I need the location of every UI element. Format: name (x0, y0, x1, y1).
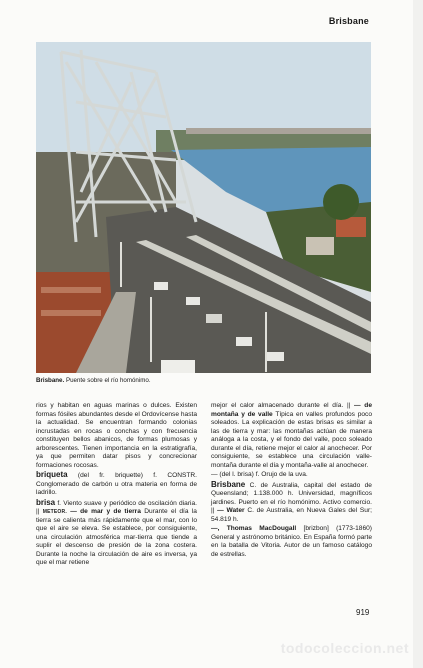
subentry-macdougall: —, Thomas MacDougall (211, 525, 297, 532)
entry-continuation: rios y habitan en aguas marinas o dulces. Existen formas fósiles abundantes desde el Ordovícense hasta la actualidad. Se encuentran formando colonias incrustadas en rocas o conchas y con frecuencia constituyen bellos abanicos, de formas plumosas y arborescentes. Tienen importancia en la estratigrafía, ya que permiten datar pisos y concrecionar formaciones rocosas. (36, 402, 197, 469)
domain-tag: METEOR. (42, 509, 67, 515)
page-edge (413, 0, 423, 668)
bridge-photo (36, 42, 371, 373)
house (336, 217, 366, 237)
definition-water: C. de Australia, en Nueva Gales del Sur; 54.819 h. (211, 507, 372, 523)
definition-brisa: f. Viento suave y periódico de oscilación diaria. || (36, 499, 197, 515)
entry-macdougall (211, 525, 372, 559)
definition-mar-tierra: Durante el día la tierra se calienta más rápidamente que el mar, con lo que el aire se eleva. Se establece, por consiguiente, una circulación atmosférica mar-tierra que tiende a suplir el descenso de presión de la zona costera. Durante la noche la circulación de aire es inversa, ya que el mar retiene (36, 508, 197, 566)
entry-brisa (36, 499, 197, 568)
far-city (186, 128, 371, 134)
brick-detail (41, 287, 101, 293)
entry-brisa-orujo: — (del l. brisa) f. Orujo de la uva. (211, 471, 308, 478)
running-head: Brisbane (328, 16, 369, 26)
subentry-montana-valle: — de montaña y de valle (211, 402, 372, 418)
house (306, 237, 334, 255)
definition-macdougall: [brizbon] (1773-1860) General y astrónomo británico. En España formó parte en la batalla de Vitoria. Autor de un famoso catálogo de estrellas. (211, 525, 372, 558)
entry-briqueta (36, 471, 197, 498)
definition-briqueta: (del fr. briquette) f. CONSTR. Conglomerado de carbón u otra materia en forma de ladrillo. (36, 472, 197, 496)
caption-term: Brisbane. (36, 377, 65, 384)
car (206, 314, 222, 323)
page-number: 919 (356, 608, 370, 617)
right-column (211, 402, 372, 560)
car (186, 297, 200, 305)
subentry-water: — Water (217, 507, 245, 514)
definition-continuation: mejor el calor almacenado durante el día. || (211, 402, 351, 409)
headword-brisbane: Brisbane (211, 479, 246, 489)
entry-brisbane (211, 481, 372, 525)
left-column (36, 402, 197, 569)
caption-text: Puente sobre el río homónimo. (65, 377, 151, 384)
entry-brisa-cont (211, 402, 372, 470)
photo-caption (36, 377, 371, 385)
car (236, 337, 252, 346)
subentry-mar-tierra: — de mar y de tierra (70, 508, 141, 515)
headword-briqueta: briqueta (36, 470, 68, 479)
car (161, 360, 195, 373)
car (266, 352, 284, 361)
brick-detail (41, 310, 101, 316)
headword-brisa: brisa (36, 497, 56, 507)
definition-brisbane: C. de Australia, capital del estado de Queensland; 1.138.000 h. Universidad, magníficos jardines. Puerto en el río homónimo. Activo comercio. || (211, 481, 372, 514)
definition-montana-valle: Típica en valles profundos poco soleados. La explicación de estas brisas es similar a las de tierra y mar: las montañas actúan de manera análoga a la costa, y el fondo del valle, poco soleado durante el día, retiene mejor el calor al anochecer. Por consiguiente, se establece una circulación valle-montaña durante el día y montaña-valle al anochecer. (211, 410, 372, 469)
car (154, 282, 168, 290)
tree (323, 184, 359, 220)
bridge-illustration (36, 42, 371, 373)
watermark: todocoleccion.net (280, 640, 409, 656)
